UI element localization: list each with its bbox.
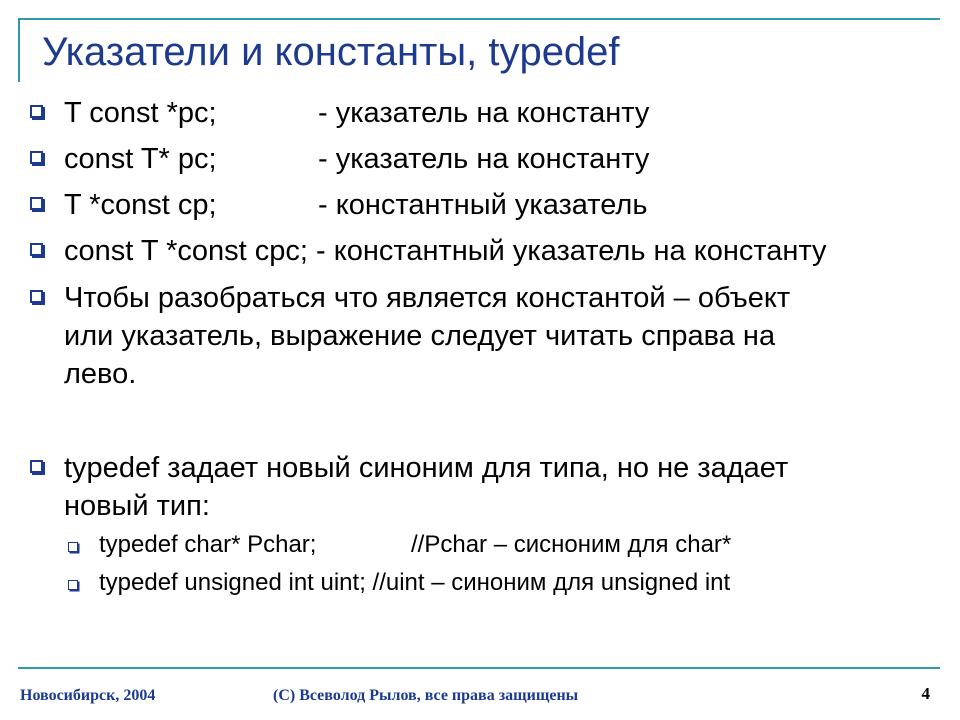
code-text: const T* pc; [64, 143, 217, 175]
sub-bullet-item: typedef unsigned int uint; //uint – синоним для unsigned int [99, 569, 731, 596]
footer-rule [18, 667, 940, 669]
code-text: T const *pc; [64, 97, 217, 129]
page-number: 4 [921, 684, 930, 703]
bullet-item-line: или указатель, выражение следует читать справа на [64, 320, 776, 352]
square-bullet-icon [30, 151, 43, 164]
comment-text: //Pchar – сисноним для char* [411, 531, 732, 558]
small-square-bullet-icon [68, 542, 78, 552]
footer-copyright: (С) Всеволод Рылов, все права защищены [273, 687, 579, 704]
description-text: - указатель на константу [318, 97, 650, 129]
square-bullet-icon [30, 197, 43, 210]
description-text: - константный указатель [318, 189, 648, 221]
bullet-item-line: Чтобы разобраться что является константой – объект [64, 282, 791, 314]
footer-location: Новосибирск, 2004 [20, 687, 156, 704]
sub-bullet-item [99, 531, 732, 559]
description-text: - указатель на константу [318, 143, 650, 175]
bullet-item [64, 142, 650, 176]
bullet-item [64, 188, 648, 222]
bullet-item [64, 96, 650, 130]
code-text: typedef char* Pchar; [99, 531, 317, 558]
small-square-bullet-icon [68, 580, 78, 590]
bullet-item-line: typedef задает новый синоним для типа, но не задает [64, 452, 789, 484]
square-bullet-icon [30, 460, 43, 473]
square-bullet-icon [30, 105, 43, 118]
square-bullet-icon [30, 290, 43, 303]
code-text: T *const cp; [64, 189, 217, 221]
bullet-item-line: новый тип: [64, 490, 210, 522]
frame-left-line [18, 18, 20, 82]
bullet-item-line: лево. [64, 358, 137, 390]
slide-title: Указатели и константы, typedef [42, 30, 620, 74]
frame-top-line [18, 18, 940, 20]
square-bullet-icon [30, 243, 43, 256]
bullet-item: const T *const cpc; - константный указатель на константу [64, 235, 827, 267]
